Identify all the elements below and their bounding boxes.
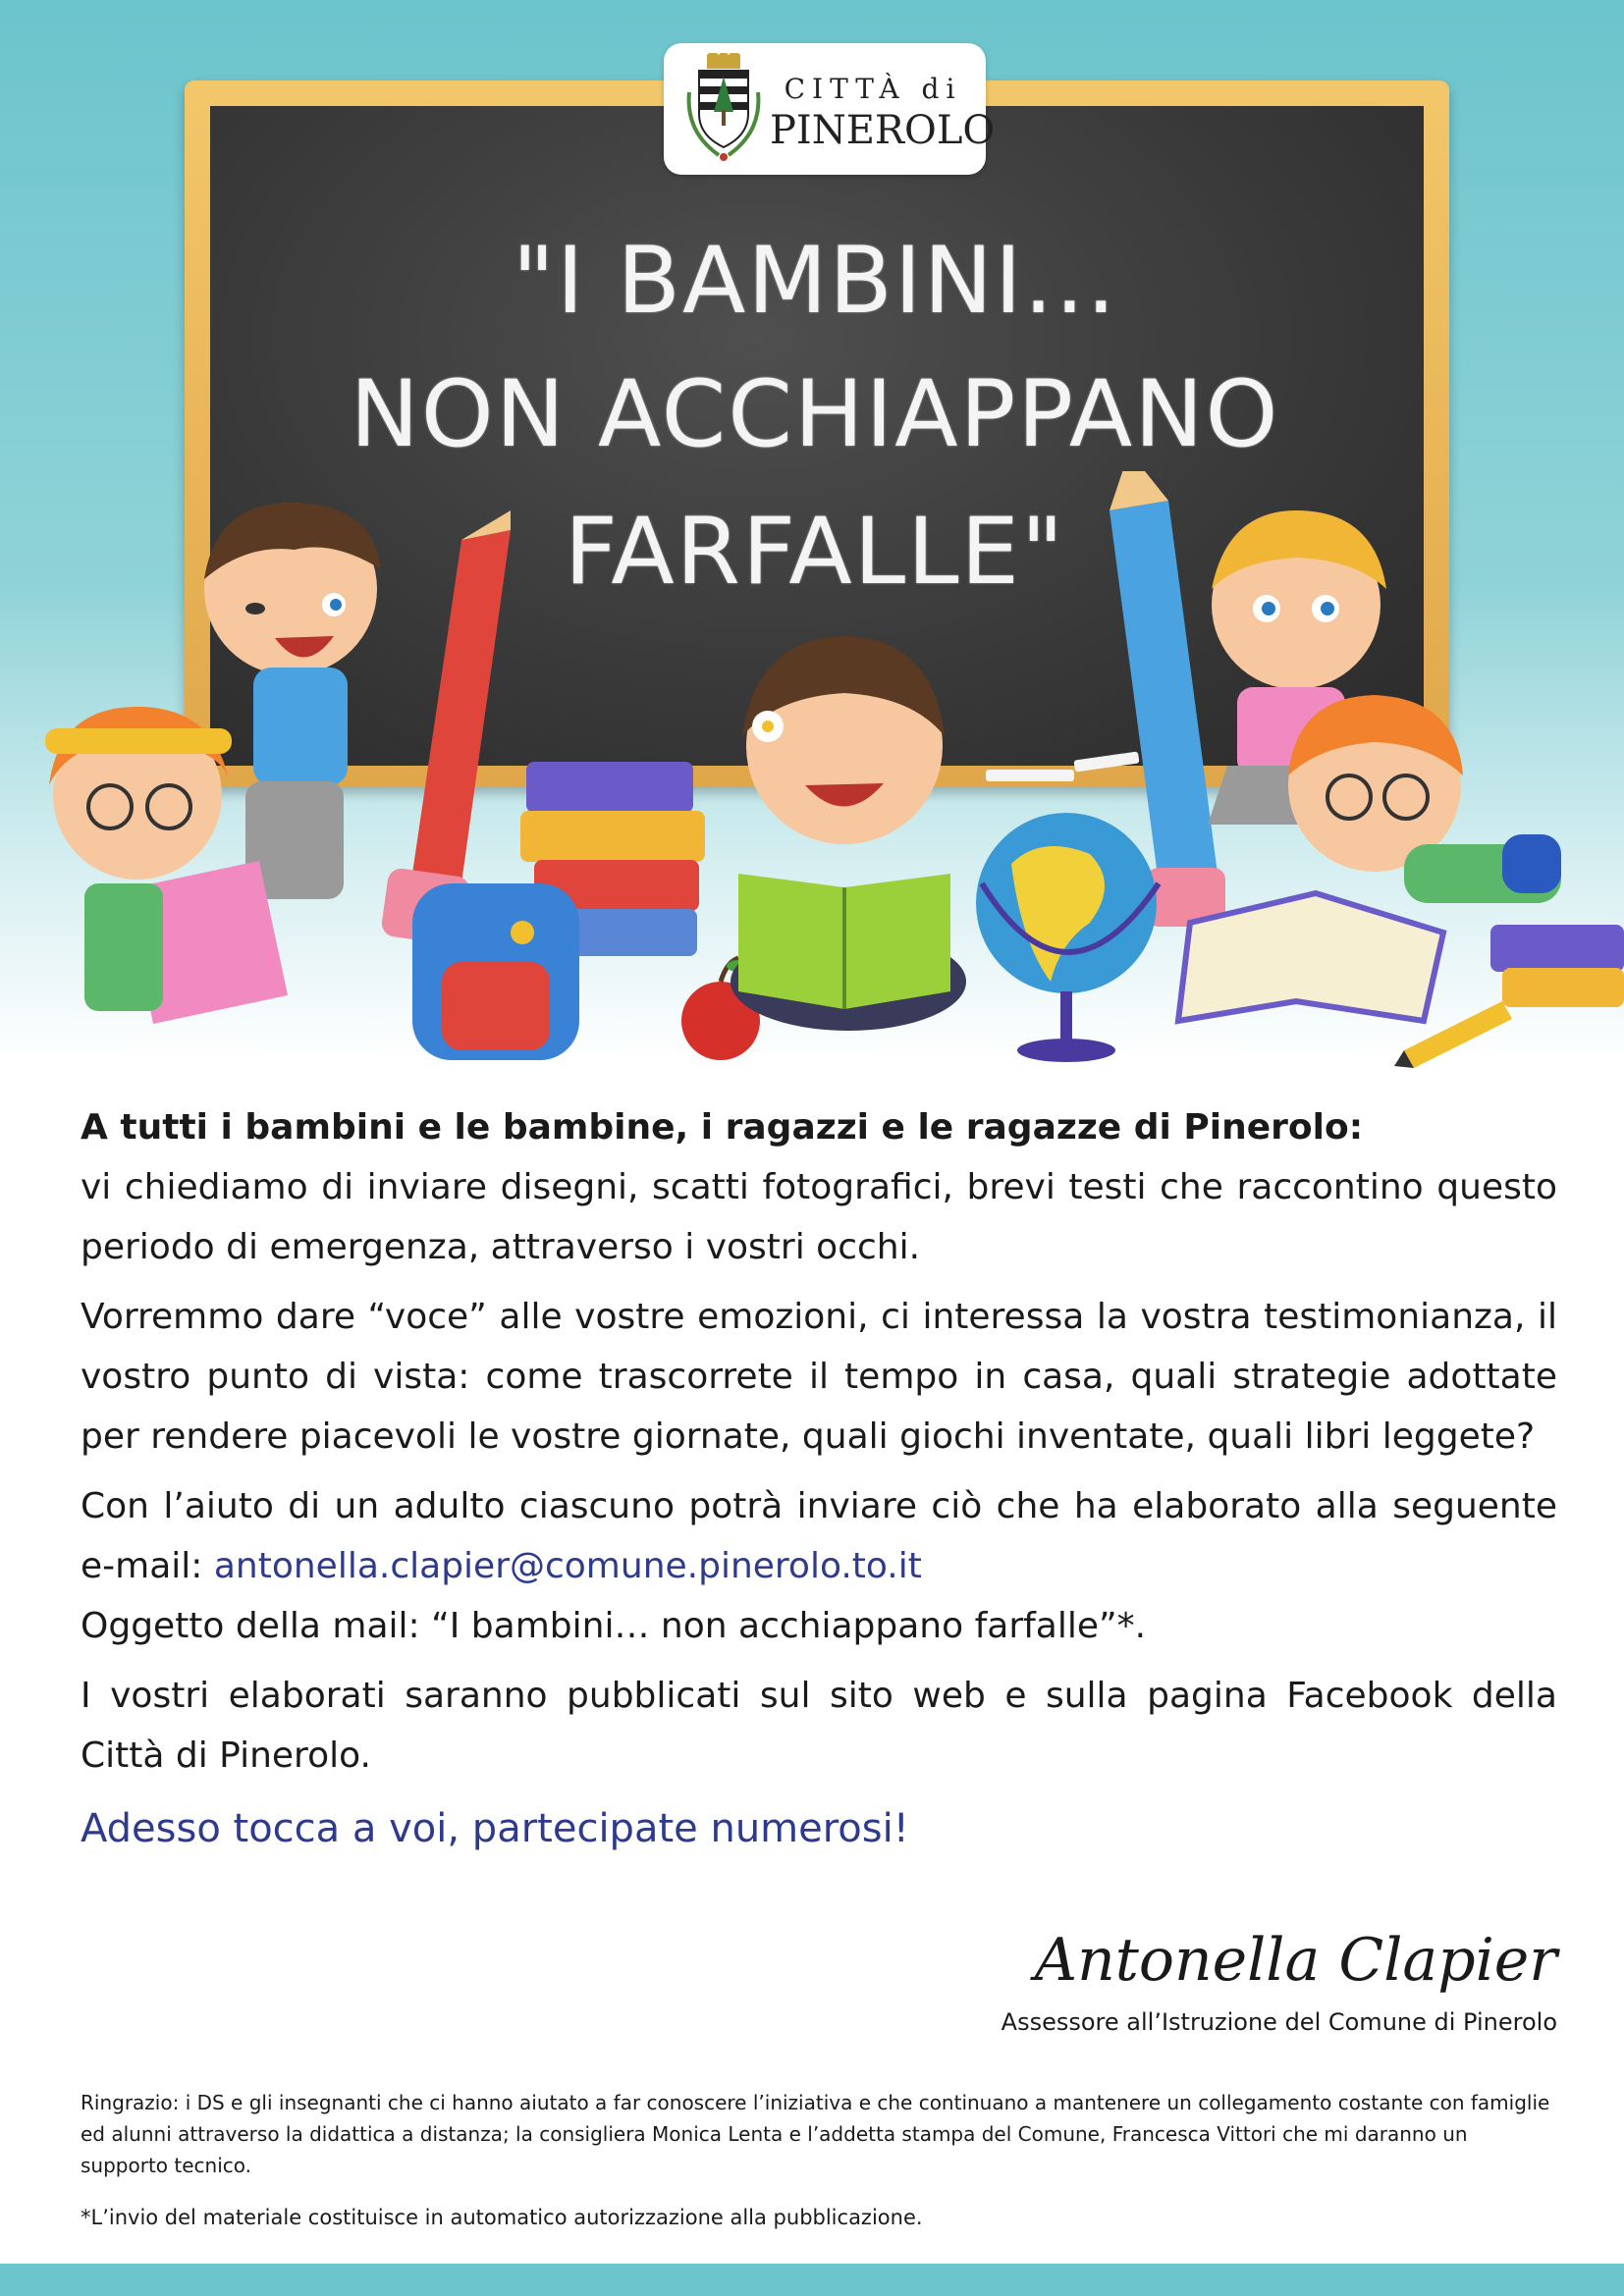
- signature-name: Antonella Clapier: [1034, 1926, 1557, 1995]
- globe-icon: [976, 813, 1159, 1062]
- city-logo: [664, 43, 996, 175]
- email-link[interactable]: antonella.clapier@comune.pinerolo.to.it: [213, 1546, 922, 1586]
- title-line-1: "I BAMBINI...: [512, 228, 1118, 335]
- body-heading: A tutti i bambini e le bambine, i ragazzi e le ragazze di Pinerolo:: [81, 1107, 1364, 1148]
- call-to-action: Adesso tocca a voi, partecipate numerosi!: [81, 1806, 909, 1851]
- thanks-note: Ringrazio: i DS e gli insegnanti che ci hanno aiutato a far conoscere l’iniziativa e che continuano a mantenere un collegamento costante con famiglie ed alunni attraverso la didattica a distanza; la consigliera Monica Lenta e l’addetta stampa del Comune, Francesca Vittori che mi daranno un supporto tecnico.: [81, 2091, 1550, 2177]
- logo-text-citta: CITTÀ di: [784, 73, 962, 105]
- title-line-3: FARFALLE": [564, 499, 1066, 606]
- backpack-icon: [412, 883, 579, 1060]
- city-crest-icon: [679, 53, 768, 167]
- book-stack-right-icon: [1490, 925, 1624, 1007]
- signature-role: Assessore all’Istruzione del Comune di Pinerolo: [1001, 2008, 1557, 2036]
- invitation-body: [81, 1097, 1557, 1859]
- email-intro: Con l’aiuto di un adulto ciascuno potrà inviare ciò che ha elaborato alla seguente e-mail:: [81, 1486, 1557, 1586]
- email-subject: Oggetto della mail: “I bambini… non acchiappano farfalle”*.: [81, 1606, 1147, 1646]
- body-paragraph-4: I vostri elaborati saranno pubblicati sul sito web e sulla pagina Facebook della Città di Pinerolo.: [81, 1676, 1557, 1776]
- children-illustration: [0, 471, 1624, 1080]
- girl-with-glasses-left-icon: [45, 707, 288, 1024]
- body-paragraph-1: vi chiediamo di inviare disegni, scatti fotografici, brevi testi che raccontino questo periodo di emergenza, attraverso i vostri occhi.: [81, 1167, 1557, 1267]
- footnote: *L’invio del materiale costituisce in automatico autorizzazione alla pubblicazione.: [81, 2206, 923, 2229]
- footer-band: [0, 2264, 1624, 2296]
- title-line-2: NON ACCHIAPPANO: [350, 361, 1280, 468]
- boy-character-icon: [204, 503, 381, 899]
- red-pencil-icon: [380, 510, 511, 946]
- body-paragraph-2: Vorremmo dare “voce” alle vostre emozioni, ci interessa la vostra testimonianza, il vostro punto di vista: come trascorrete il tempo in casa, quali strategie adottate per rendere piacevoli le vostre giornate, quali giochi inventate, quali libri leggete?: [81, 1297, 1557, 1457]
- logo-text-pinerolo: PINEROLO: [770, 108, 996, 153]
- girl-reading-center-icon: [731, 636, 966, 1031]
- body-paragraph-3: [81, 1476, 1557, 1596]
